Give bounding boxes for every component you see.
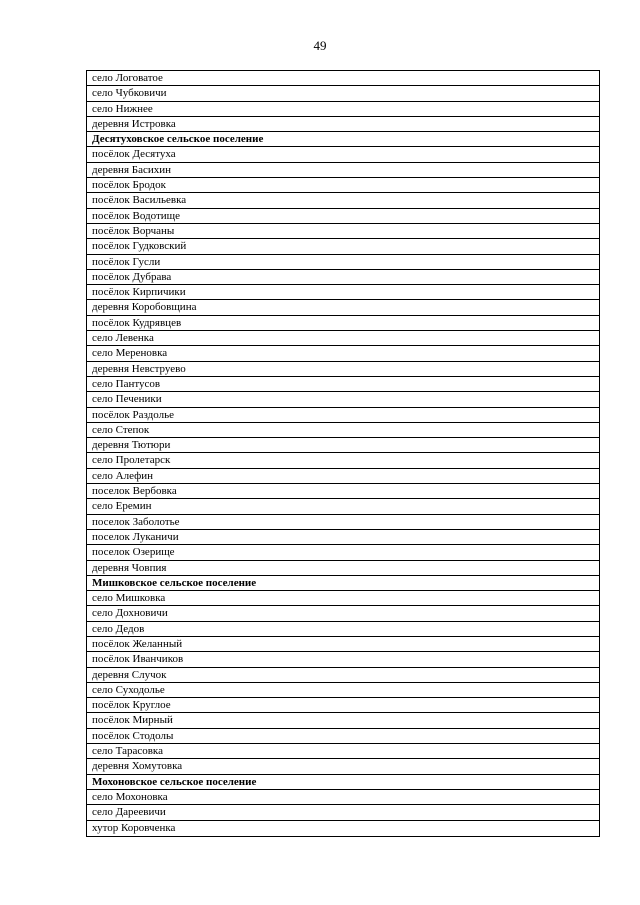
table-row: посёлок Бродок [87, 178, 599, 193]
table-row: деревня Човпия [87, 561, 599, 576]
table-row: село Дареевичи [87, 805, 599, 820]
table-row: село Тарасовка [87, 744, 599, 759]
table-row: деревня Тютюри [87, 438, 599, 453]
table-row: посёлок Гусли [87, 255, 599, 270]
page-number: 49 [313, 38, 327, 53]
table-row: посёлок Стодолы [87, 729, 599, 744]
settlements-table [86, 70, 600, 837]
table-row: деревня Коробовщина [87, 300, 599, 315]
table-row: село Мохоновка [87, 790, 599, 805]
table-row: деревня Случок [87, 668, 599, 683]
table-row: поселок Вербовка [87, 484, 599, 499]
table-row: село Чубковичи [87, 86, 599, 101]
table-row: село Нижнее [87, 102, 599, 117]
table-row: село Алефин [87, 469, 599, 484]
table-row: село Пантусов [87, 377, 599, 392]
table-row: деревня Истровка [87, 117, 599, 132]
section-header-row: Мишковское сельское поселение [87, 576, 599, 591]
table-row: село Левенка [87, 331, 599, 346]
table-row: хутор Коровченка [92, 821, 176, 834]
table-row: деревня Хомутовка [87, 759, 599, 774]
table-row: деревня Басихин [87, 163, 599, 178]
table-row: село Мишковка [87, 591, 599, 606]
table-row: село Суходолье [87, 683, 599, 698]
section-header-row: Мохоновское сельское поселение [87, 775, 599, 790]
table-row: село Мереновка [87, 346, 599, 361]
table-row: поселок Луканичи [87, 530, 599, 545]
table-row: село Дохновичи [87, 606, 599, 621]
table-row: посёлок Водотище [87, 209, 599, 224]
table-row: село Логоватое [87, 71, 599, 86]
table-row: посёлок Десятуха [87, 147, 599, 162]
table-row: посёлок Дубрава [87, 270, 599, 285]
table-row: посёлок Васильевка [87, 193, 599, 208]
table-row: село Еремин [87, 499, 599, 514]
table-row: посёлок Гудковский [87, 239, 599, 254]
table-row: село Дедов [87, 622, 599, 637]
table-row: посёлок Раздолье [87, 408, 599, 423]
table-row: посёлок Кирпичики [87, 285, 599, 300]
section-header-row: Десятуховское сельское поселение [87, 132, 599, 147]
table-row: посёлок Мирный [87, 713, 599, 728]
table-row: посёлок Круглое [87, 698, 599, 713]
table-row: поселок Озерище [87, 545, 599, 560]
table-row: село Пролетарск [87, 453, 599, 468]
table-row: посёлок Желанный [87, 637, 599, 652]
table-row: поселок Заболотье [87, 515, 599, 530]
table-row: посёлок Ворчаны [87, 224, 599, 239]
table-row: село Степок [87, 423, 599, 438]
table-row: посёлок Иванчиков [87, 652, 599, 667]
table-row: посёлок Кудрявцев [87, 316, 599, 331]
table-row: село Печеники [87, 392, 599, 407]
table-row: деревня Невструево [87, 362, 599, 377]
